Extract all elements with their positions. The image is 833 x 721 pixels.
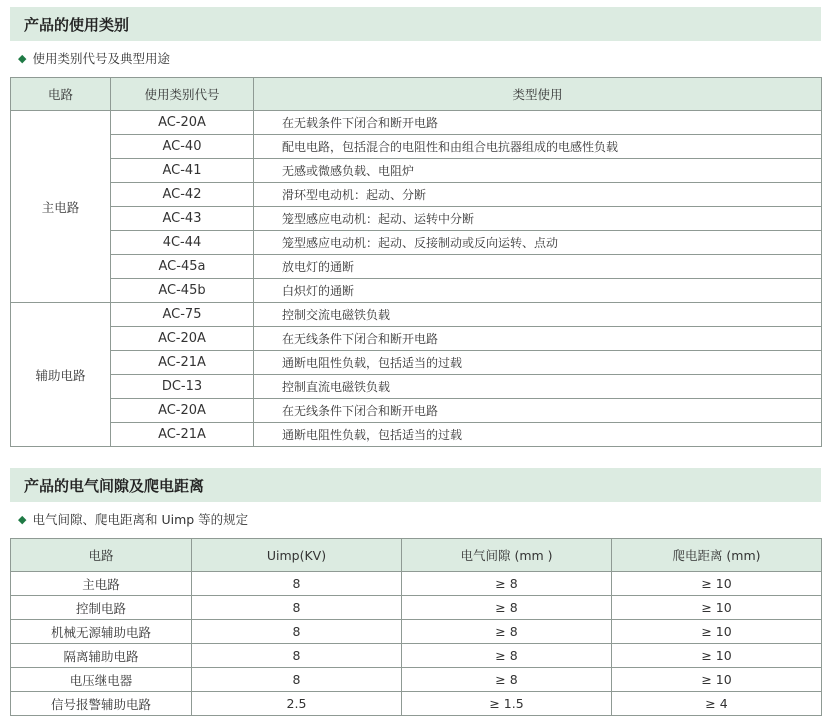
table-row <box>11 303 822 327</box>
usage-desc-cell: 在无线条件下闭合和断开电路 <box>254 399 822 423</box>
category-code-cell: AC-21A <box>111 351 254 375</box>
table-row <box>11 231 822 255</box>
usage-category-table <box>10 77 822 447</box>
section-title-usage-category: 产品的使用类别 <box>10 7 821 41</box>
clearance-cell: ≥ 8 <box>402 620 612 644</box>
table-row <box>11 135 822 159</box>
table-row <box>11 255 822 279</box>
usage-desc-cell: 笼型感应电动机：起动、运转中分断 <box>254 207 822 231</box>
usage-desc-cell: 控制交流电磁铁负载 <box>254 303 822 327</box>
clearance-subtitle <box>18 510 248 528</box>
circuit-cell: 主电路 <box>11 111 111 303</box>
table-row <box>11 423 822 447</box>
header-clearance: 电气间隙 (mm ) <box>402 539 612 572</box>
usage-desc-cell: 通断电阻性负载，包括适当的过载 <box>254 423 822 447</box>
category-code-cell: AC-75 <box>111 303 254 327</box>
header-creepage: 爬电距离 (mm) <box>612 539 822 572</box>
clearance-cell: ≥ 1.5 <box>402 692 612 716</box>
usage-desc-cell: 滑环型电动机：起动、分断 <box>254 183 822 207</box>
usage-desc-cell: 无感或微感负载、电阻炉 <box>254 159 822 183</box>
clearance-cell: ≥ 8 <box>402 668 612 692</box>
creepage-cell: ≥ 10 <box>612 572 822 596</box>
category-code-cell: AC-20A <box>111 111 254 135</box>
section-title-clearance: 产品的电气间隙及爬电距离 <box>10 468 821 502</box>
header-uimp: Uimp(KV) <box>192 539 402 572</box>
category-code-cell: AC-20A <box>111 327 254 351</box>
usage-desc-cell: 在无载条件下闭合和断开电路 <box>254 111 822 135</box>
category-code-cell: AC-43 <box>111 207 254 231</box>
usage-desc-cell: 放电灯的通断 <box>254 255 822 279</box>
category-code-cell: AC-40 <box>111 135 254 159</box>
usage-desc-cell: 白炽灯的通断 <box>254 279 822 303</box>
uimp-cell: 8 <box>192 668 402 692</box>
circuit-cell: 隔离辅助电路 <box>11 644 192 668</box>
category-code-cell: AC-21A <box>111 423 254 447</box>
clearance-cell: ≥ 8 <box>402 644 612 668</box>
category-code-cell: AC-20A <box>111 399 254 423</box>
circuit-cell: 电压继电器 <box>11 668 192 692</box>
creepage-cell: ≥ 10 <box>612 644 822 668</box>
clearance-cell: ≥ 8 <box>402 572 612 596</box>
uimp-cell: 8 <box>192 572 402 596</box>
table-row <box>11 399 822 423</box>
category-code-cell: AC-42 <box>111 183 254 207</box>
diamond-bullet-icon: ◆ <box>18 512 27 526</box>
table-row <box>11 692 822 716</box>
usage-desc-cell: 在无线条件下闭合和断开电路 <box>254 327 822 351</box>
table-row <box>11 351 822 375</box>
category-code-cell: AC-45a <box>111 255 254 279</box>
table-row <box>11 644 822 668</box>
clearance-table <box>10 538 822 716</box>
clearance-cell: ≥ 8 <box>402 596 612 620</box>
creepage-cell: ≥ 4 <box>612 692 822 716</box>
header-circuit: 电路 <box>11 78 111 111</box>
header-circuit: 电路 <box>11 539 192 572</box>
table-row <box>11 572 822 596</box>
creepage-cell: ≥ 10 <box>612 596 822 620</box>
circuit-cell: 辅助电路 <box>11 303 111 447</box>
table-row <box>11 668 822 692</box>
diamond-bullet-icon: ◆ <box>18 51 27 65</box>
creepage-cell: ≥ 10 <box>612 668 822 692</box>
category-code-cell: 4C-44 <box>111 231 254 255</box>
circuit-cell: 控制电路 <box>11 596 192 620</box>
table-row <box>11 375 822 399</box>
usage-subtitle-text: 使用类别代号及典型用途 <box>32 51 170 66</box>
table-row <box>11 183 822 207</box>
usage-subtitle <box>18 49 170 67</box>
table-row <box>11 159 822 183</box>
usage-desc-cell: 配电电路，包括混合的电阻性和由组合电抗器组成的电感性负载 <box>254 135 822 159</box>
category-code-cell: DC-13 <box>111 375 254 399</box>
usage-desc-cell: 通断电阻性负载，包括适当的过载 <box>254 351 822 375</box>
circuit-cell: 信号报警辅助电路 <box>11 692 192 716</box>
table-row <box>11 620 822 644</box>
table-row <box>11 207 822 231</box>
header-usage-type: 类型使用 <box>254 78 822 111</box>
circuit-cell: 主电路 <box>11 572 192 596</box>
usage-desc-cell: 笼型感应电动机：起动、反接制动或反向运转、点动 <box>254 231 822 255</box>
table-row <box>11 327 822 351</box>
table-row <box>11 279 822 303</box>
table-row <box>11 596 822 620</box>
category-code-cell: AC-41 <box>111 159 254 183</box>
circuit-cell: 机械无源辅助电路 <box>11 620 192 644</box>
clearance-subtitle-text: 电气间隙、爬电距离和 Uimp 等的规定 <box>32 512 249 527</box>
table-row <box>11 111 822 135</box>
header-category-code: 使用类别代号 <box>111 78 254 111</box>
category-code-cell: AC-45b <box>111 279 254 303</box>
usage-desc-cell: 控制直流电磁铁负载 <box>254 375 822 399</box>
uimp-cell: 8 <box>192 620 402 644</box>
uimp-cell: 8 <box>192 596 402 620</box>
creepage-cell: ≥ 10 <box>612 620 822 644</box>
uimp-cell: 2.5 <box>192 692 402 716</box>
uimp-cell: 8 <box>192 644 402 668</box>
